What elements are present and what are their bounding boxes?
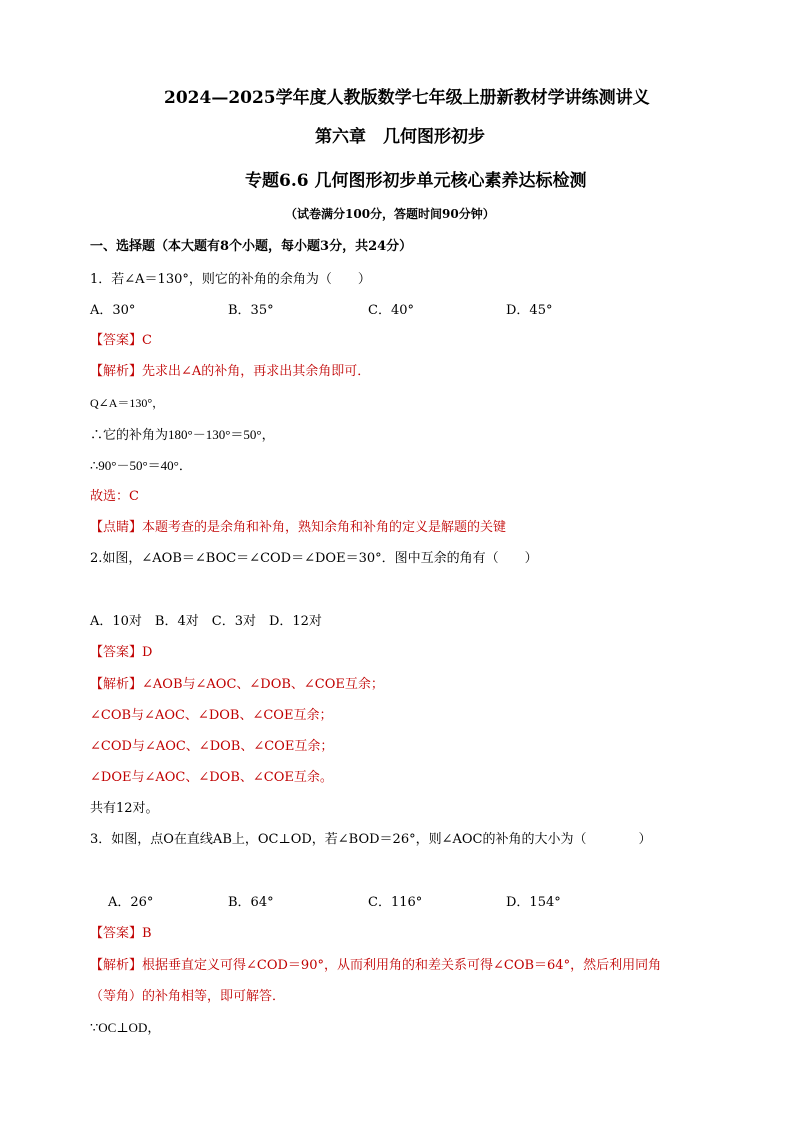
q2-stem: 2.如图，∠AOB＝∠BOC＝∠COD＝∠DOE＝30°．图中互余的角有（ ） xyxy=(90,551,538,566)
q1-conclusion: 故选：C xyxy=(90,489,139,504)
q1-stem: 1．若∠A＝130°，则它的补角的余角为（ ） xyxy=(90,272,371,287)
answer-tag: 【答案】 xyxy=(90,333,143,348)
q2-analysis-3: ∠COD与∠AOC、∠DOB、∠COE互余； xyxy=(90,739,334,754)
answer-tag: 【答案】 xyxy=(90,645,143,660)
analysis-tag: 【解析】 xyxy=(90,677,143,692)
answer-value: C xyxy=(142,333,152,348)
topic-title: 专题6.6 几何图形初步单元核心素养达标检测 xyxy=(245,171,587,191)
main-title: 2024—2025学年度人教版数学七年级上册新教材学讲练测讲义 xyxy=(164,88,650,108)
chapter-title: 第六章 几何图形初步 xyxy=(315,127,485,147)
q3-answer xyxy=(90,925,152,943)
q1-option-d: D．45° xyxy=(506,303,553,318)
q1-comment xyxy=(90,519,506,537)
q1-step-1: Q∠A＝130°， xyxy=(90,396,165,410)
comment-tag: 【点睛】 xyxy=(90,520,143,535)
q2-total: 共有12对。 xyxy=(90,801,159,816)
answer-value: D xyxy=(142,645,153,660)
answer-tag: 【答案】 xyxy=(90,926,143,941)
analysis-text: 根据垂直定义可得∠COD＝90°，从而利用角的和差关系可得∠COB＝64°，然后利用同角 xyxy=(142,958,662,973)
q2-answer xyxy=(90,644,152,662)
q2-options: A．10对 B．4对 C．3对 D．12对 xyxy=(90,614,322,629)
q2-analysis-1 xyxy=(90,676,384,694)
q3-stem: 3．如图，点O在直线AB上，OC⊥OD，若∠BOD＝26°，则∠AOC的补角的大小为（ ） xyxy=(90,832,652,847)
q1-option-b: B．35° xyxy=(228,303,274,318)
analysis-line: ∠AOB与∠AOC、∠DOB、∠COE互余； xyxy=(142,677,384,692)
q2-analysis-4: ∠DOE与∠AOC、∠DOB、∠COE互余。 xyxy=(90,770,333,785)
answer-value: B xyxy=(142,926,152,941)
q1-step-3: ∴90°－50°＝40°． xyxy=(90,458,192,473)
q1-step-2: ∴它的补角为180°－130°＝50°， xyxy=(90,427,275,442)
analysis-tag: 【解析】 xyxy=(90,364,143,379)
q3-option-a: A．26° xyxy=(108,895,154,910)
q3-step-1: ∵OC⊥OD， xyxy=(90,1020,161,1035)
q1-option-a: A．30° xyxy=(90,303,136,318)
q1-option-c: C．40° xyxy=(368,303,414,318)
section-heading: 一、选择题（本大题有8个小题，每小题3分，共24分） xyxy=(90,239,413,254)
analysis-tag: 【解析】 xyxy=(90,958,143,973)
q3-analysis-2: （等角）的补角相等，即可解答． xyxy=(90,989,286,1004)
q1-analysis xyxy=(90,363,370,381)
comment-text: 本题考查的是余角和补角，熟知余角和补角的定义是解题的关键 xyxy=(142,520,507,535)
q3-analysis-1 xyxy=(90,957,661,975)
q2-analysis-2: ∠COB与∠AOC、∠DOB、∠COE互余； xyxy=(90,708,333,723)
analysis-text: 先求出∠A的补角，再求出其余角即可． xyxy=(142,364,371,379)
q1-answer xyxy=(90,332,152,350)
q3-option-b: B．64° xyxy=(228,895,274,910)
q3-option-d: D．154° xyxy=(506,895,561,910)
q3-option-c: C．116° xyxy=(368,895,423,910)
exam-info: （试卷满分100分，答题时间90分钟） xyxy=(285,207,495,221)
